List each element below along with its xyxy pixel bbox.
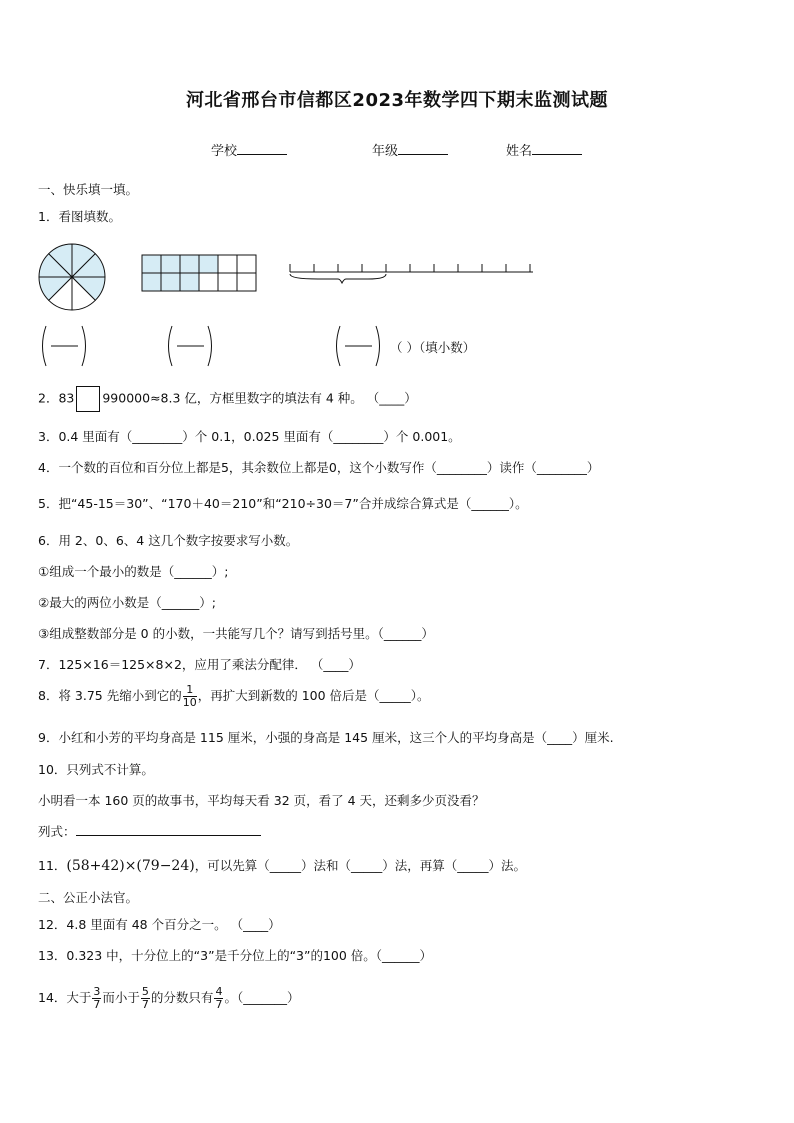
question-5: 5．把“45-15＝30”、“170＋40＝210”和“210÷30＝7”合并成综合算式是（______）。 xyxy=(38,496,528,511)
page-title: 河北省邢台市信都区2023年数学四下期末监测试题 xyxy=(185,90,609,111)
question-12: 12．4.8 里面有 48 个百分之一。 （____） xyxy=(38,917,281,932)
fraction-three-sevenths xyxy=(92,986,101,1011)
grade-field xyxy=(372,140,448,159)
fraction-denominator: 7 xyxy=(141,998,149,1011)
digit-box[interactable] xyxy=(76,386,100,412)
question-6-label: 6．用 2、0、6、4 这几个数字按要求写小数。 xyxy=(38,533,299,548)
question-4: 4．一个数的百位和百分位上都是5，其余数位上都是0，这个小数写作（________）读作（________） xyxy=(38,460,600,475)
question-13: 13．0.323 中，十分位上的“3”是千分位上的“3”的100 倍。（______） xyxy=(38,948,433,963)
question-14-middle: 而小于 xyxy=(102,990,140,1005)
fraction-blank-3[interactable] xyxy=(332,323,384,369)
fraction-numerator: 1 xyxy=(183,684,197,697)
question-11-suffix: ，可以先算（_____）法和（_____）法，再算（_____）法。 xyxy=(194,858,526,873)
question-11 xyxy=(38,856,526,874)
question-3: 3．0.4 里面有（________）个 0.1，0.025 里面有（________）个 0.001。 xyxy=(38,429,461,444)
question-9: 9．小红和小芳的平均身高是 115 厘米，小强的身高是 145 厘米，这三个人的平均身高是（____）厘米. xyxy=(38,730,614,745)
question-10-answer xyxy=(38,822,261,840)
question-6c: ③组成整数部分是 0 的小数，一共能写几个？请写到括号里。（______） xyxy=(38,626,434,641)
question-2 xyxy=(38,386,417,412)
question-14-suffix: 。（_______） xyxy=(224,990,300,1005)
grade-label: 年级 xyxy=(372,144,399,159)
fraction-numerator: 4 xyxy=(215,985,223,998)
question-2-prefix: 2．83 xyxy=(38,390,75,406)
question-8-suffix: ，再扩大到新数的 100 倍后是（_____）。 xyxy=(197,688,430,703)
name-blank[interactable] xyxy=(532,142,582,155)
question-2-suffix: 990000≈8.3 亿，方框里数字的填法有 4 种。 （____） xyxy=(102,390,417,406)
question-6b: ②最大的两位小数是（______）; xyxy=(38,595,216,610)
grade-blank[interactable] xyxy=(398,142,448,155)
fraction-blank-1[interactable] xyxy=(38,323,90,369)
school-blank[interactable] xyxy=(237,142,287,155)
question-1-label: 1．看图填数。 xyxy=(38,209,121,224)
fraction-numerator: 5 xyxy=(141,985,149,998)
question-7: 7．125×16＝125×8×2，应用了乘法分配律． （____） xyxy=(38,657,361,672)
answer-label: 列式： xyxy=(38,824,76,839)
question-8 xyxy=(38,684,430,709)
question-8-prefix: 8．将 3.75 先缩小到它的 xyxy=(38,688,182,703)
question-14-prefix: 14．大于 xyxy=(38,990,92,1005)
school-field xyxy=(211,140,287,159)
question-10-label: 10．只列式不计算。 xyxy=(38,762,154,777)
number-line-figure xyxy=(288,260,538,286)
question-6a: ①组成一个最小的数是（______）; xyxy=(38,564,229,579)
fraction-five-sevenths xyxy=(141,986,150,1011)
circle-fraction-figure xyxy=(37,242,107,312)
fraction-denominator: 10 xyxy=(182,696,197,709)
fraction-denominator: 7 xyxy=(215,998,223,1011)
fraction-one-tenth xyxy=(183,684,197,709)
section-1-heading: 一、快乐填一填。 xyxy=(38,182,139,197)
math-expression: (58+42)×(79−24) xyxy=(66,858,195,874)
name-label: 姓名 xyxy=(506,144,533,159)
section-2-heading: 二、公正小法官。 xyxy=(38,890,139,905)
fraction-blank-2[interactable] xyxy=(164,323,216,369)
question-14 xyxy=(38,986,299,1011)
fraction-numerator: 3 xyxy=(93,985,101,998)
grid-fraction-figure xyxy=(141,254,259,294)
fraction-four-sevenths xyxy=(214,986,223,1011)
school-label: 学校 xyxy=(211,144,238,159)
fraction-denominator: 7 xyxy=(93,998,101,1011)
answer-line[interactable] xyxy=(76,823,261,836)
name-field xyxy=(506,140,582,159)
decimal-blank-note: （ ）（填小数） xyxy=(390,340,476,355)
question-14-middle-2: 的分数只有 xyxy=(150,990,214,1005)
question-10-text: 小明看一本 160 页的故事书，平均每天看 32 页，看了 4 天，还剩多少页没看？ xyxy=(38,793,485,808)
question-11-prefix: 11． xyxy=(38,858,67,873)
